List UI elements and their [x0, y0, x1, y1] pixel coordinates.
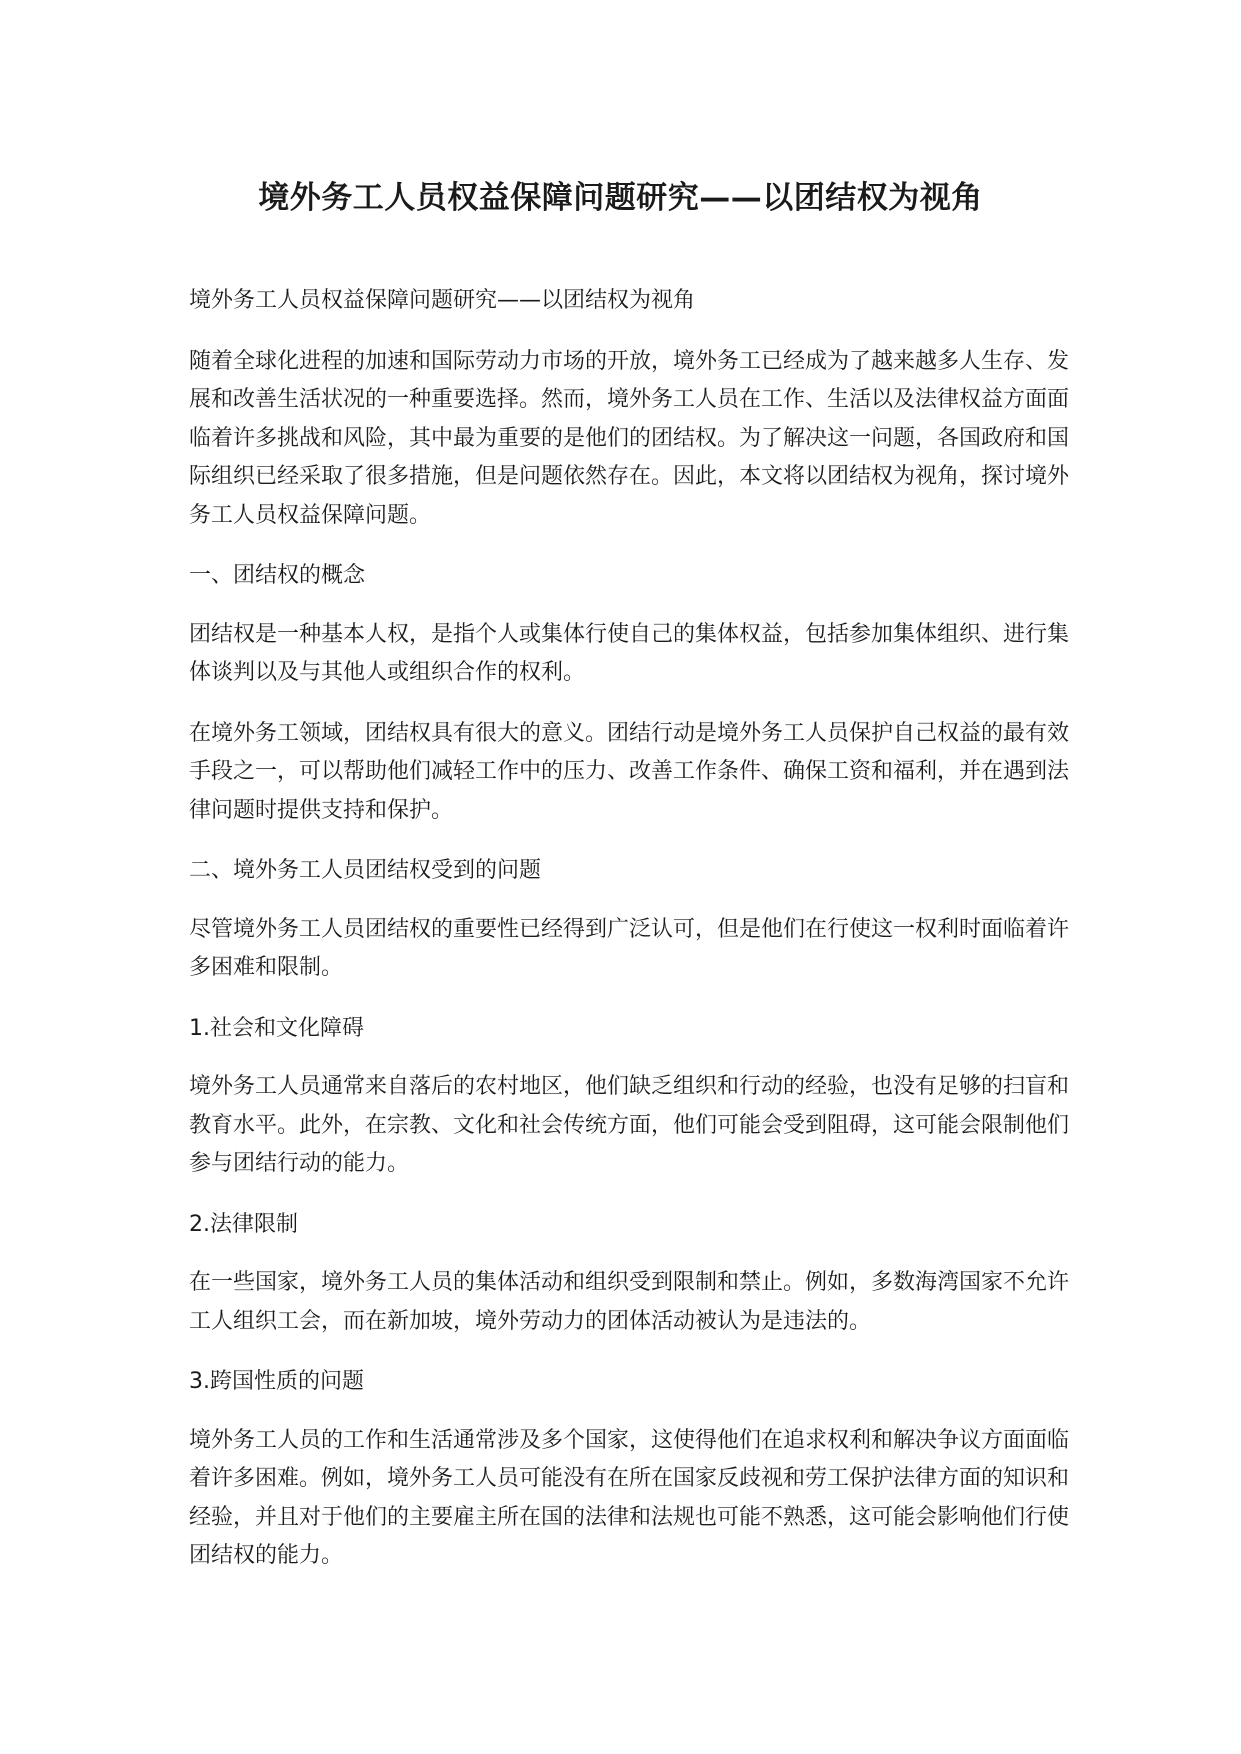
subsection-heading: 1.社会和文化障碍 [189, 1015, 364, 1041]
subsection-paragraph: 在一些国家，境外务工人员的集体活动和组织受到限制和禁止。例如，多数海湾国家不允许工人组织工会，而在新加坡，境外劳动力的团体活动被认为是违法的。 [189, 1270, 1070, 1334]
section-2-intro: 尽管境外务工人员团结权的重要性已经得到广泛认可，但是他们在行使这一权利时面临着许多困难和限制。 [189, 916, 1070, 980]
section-1-paragraph: 在境外务工领域，团结权具有很大的意义。团结行动是境外务工人员保护自己权益的最有效手段之一，可以帮助他们减轻工作中的压力、改善工作条件、确保工资和福利，并在遇到法律问题时提供支持和保护。 [189, 720, 1070, 823]
document-body [189, 282, 1069, 1598]
document-subtitle: 境外务工人员权益保障问题研究——以团结权为视角 [189, 288, 696, 313]
subsection-heading: 2.法律限制 [189, 1211, 298, 1237]
section-2-heading: 二、境外务工人员团结权受到的问题 [189, 858, 542, 883]
subsection-paragraph: 境外务工人员的工作和生活通常涉及多个国家，这使得他们在追求权利和解决争议方面面临着许多困难。例如，境外务工人员可能没有在所在国家反歧视和劳工保护法律方面的知识和经验，并且对于他们的主要雇主所在国的法律和法规也可能不熟悉，这可能会影响他们行使团结权的能力。 [189, 1427, 1070, 1568]
subsection-paragraph: 境外务工人员通常来自落后的农村地区，他们缺乏组织和行动的经验，也没有足够的扫盲和教育水平。此外，在宗教、文化和社会传统方面，他们可能会受到阻碍，这可能会限制他们参与团结行动的能力。 [189, 1074, 1070, 1176]
subsection-heading: 3.跨国性质的问题 [189, 1369, 364, 1394]
intro-paragraph: 随着全球化进程的加速和国际劳动力市场的开放，境外务工已经成为了越来越多人生存、发展和改善生活状况的一种重要选择。然而，境外务工人员在工作、生活以及法律权益方面面临着许多挑战和风险，其中最为重要的是他们的团结权。为了解决这一问题，各国政府和国际组织已经采取了很多措施，但是问题依然存在。因此，本文将以团结权为视角，探讨境外务工人员权益保障问题。 [189, 348, 1070, 528]
section-1-paragraph: 团结权是一种基本人权，是指个人或集体行使自己的集体权益，包括参加集体组织、进行集体谈判以及与其他人或组织合作的权利。 [189, 621, 1070, 685]
section-1-heading: 一、团结权的概念 [189, 563, 366, 588]
document-title: 境外务工人员权益保障问题研究——以团结权为视角 [258, 180, 983, 216]
